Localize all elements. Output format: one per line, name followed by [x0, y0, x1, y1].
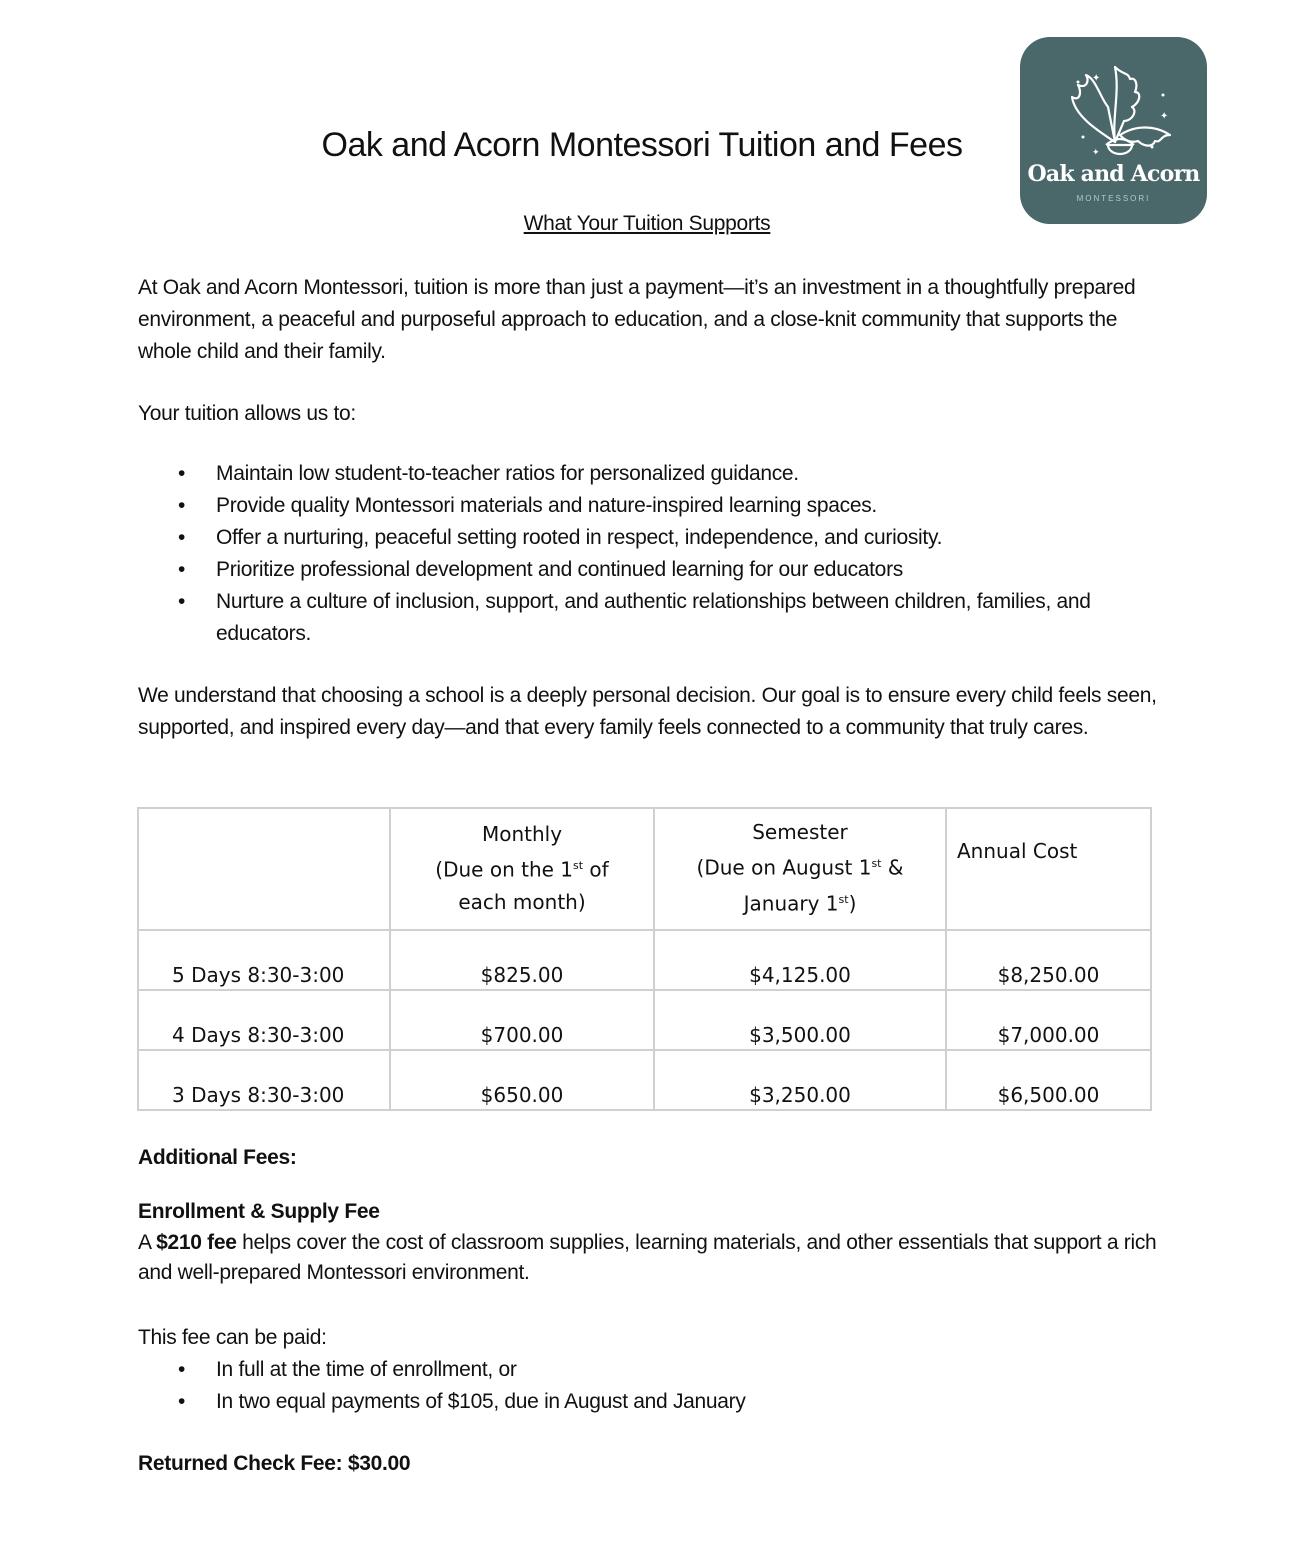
section-subtitle: What Your Tuition Supports [523, 212, 771, 235]
oak-leaf-acorn-icon [1020, 37, 1207, 162]
paid-lead: This fee can be paid: [138, 1326, 327, 1349]
tuition-table [137, 807, 1152, 1111]
page-title: Oak and Acorn Montessori Tuition and Fees [321, 126, 963, 164]
closing-paragraph: We understand that choosing a school is a deeply personal decision. Our goal is to ensure every child feels seen, supported, and inspired every day—and that every family feels connected to a community that truly cares. [138, 684, 1157, 739]
list-item: • Maintain low student-to-teacher ratios for personalized guidance. [138, 458, 1158, 490]
table-header-row [138, 808, 1151, 930]
school-logo [1020, 37, 1207, 224]
table-row: 4 Days 8:30-3:00 $700.00 $3,500.00 $7,000.00 [138, 990, 1151, 1050]
enrollment-fee-text: A $210 fee helps cover the cost of classroom supplies, learning materials, and other essentials that support a rich and well-prepared Montessori environment. [138, 1231, 1157, 1284]
logo-tagline: MONTESSORI [1076, 194, 1151, 203]
list-item: • Nurture a culture of inclusion, support, and authentic relationships between children, families, and educators. [138, 586, 1158, 650]
list-item: • Provide quality Montessori materials and nature-inspired learning spaces. [138, 490, 1158, 522]
payment-options-list [138, 1354, 1158, 1418]
header-semester: Semester (Due on August 1st & January 1st) [654, 808, 946, 930]
returned-check-fee: Returned Check Fee: $30.00 [138, 1452, 411, 1475]
header-monthly: Monthly (Due on the 1st of each month) [390, 808, 654, 930]
table-row: 5 Days 8:30-3:00 $825.00 $4,125.00 $8,250.00 [138, 930, 1151, 990]
header-annual: Annual Cost [946, 808, 1151, 930]
svg-text:✦: ✦ [1092, 73, 1101, 84]
svg-text:✦: ✦ [1092, 147, 1100, 157]
logo-name: Oak and Acorn [1027, 161, 1200, 187]
list-item: • Offer a nurturing, peaceful setting rooted in respect, independence, and curiosity. [138, 522, 1158, 554]
svg-text:✦: ✦ [1160, 111, 1169, 122]
allows-lead: Your tuition allows us to: [138, 402, 356, 425]
enrollment-fee-heading: Enrollment & Supply Fee [138, 1200, 380, 1223]
allows-list [138, 458, 1158, 650]
table-row: 3 Days 8:30-3:00 $650.00 $3,250.00 $6,500.00 [138, 1050, 1151, 1110]
intro-paragraph: At Oak and Acorn Montessori, tuition is more than just a payment—it’s an investment in a thoughtfully prepared environment, a peaceful and purposeful approach to education, and a close-knit community that supports the whole child and their family. [138, 276, 1136, 363]
list-item: • In two equal payments of $105, due in August and January [138, 1386, 1158, 1418]
list-item: • Prioritize professional development and continued learning for our educators [138, 554, 1158, 586]
list-item: • In full at the time of enrollment, or [138, 1354, 1158, 1386]
additional-fees-heading: Additional Fees: [138, 1146, 297, 1169]
